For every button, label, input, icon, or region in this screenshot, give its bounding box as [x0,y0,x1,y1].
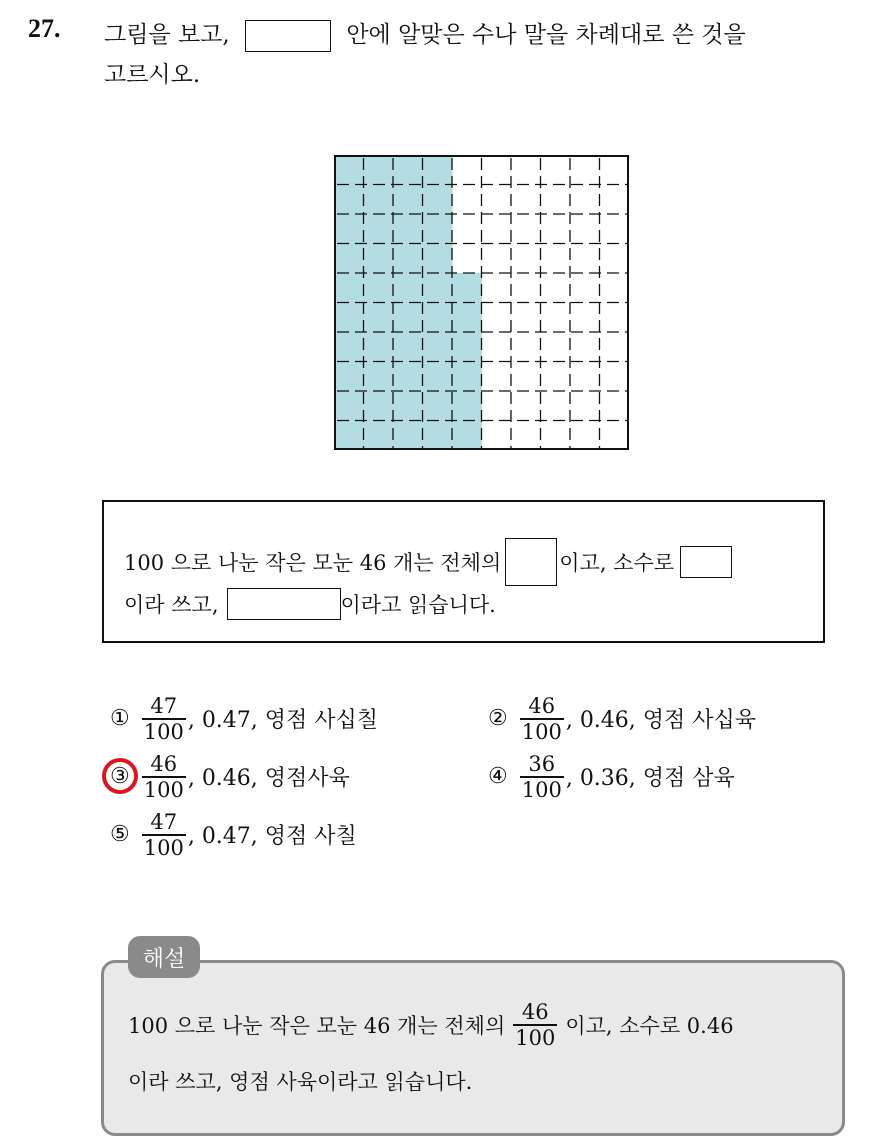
shaded-cell [393,155,423,185]
solution-text-2: 이고, 소수로 0.46 [565,1013,734,1038]
shaded-cell [393,214,423,244]
shaded-cell [452,391,482,421]
choice-text: , 0.46, 영점사육 [187,766,350,792]
shaded-cell [393,244,423,274]
fraction-denominator: 100 [143,777,184,802]
shaded-cell [364,214,394,244]
fraction-numerator: 46 [521,1000,549,1024]
question-text-before-blank: 그림을 보고, [104,22,230,48]
choice-2[interactable] [488,694,756,744]
shaded-cell [364,303,394,333]
solution-line-1 [128,1000,734,1050]
shaded-cell [423,303,453,333]
passage-text-1: 100 으로 나눈 작은 모눈 46 개는 전체의 [124,551,502,575]
choice-text: , 0.47, 영점 사십칠 [187,708,379,734]
fraction-denominator: 100 [143,719,184,744]
fraction-denominator: 100 [521,777,562,802]
choice-number: ④ [488,764,508,790]
passage-text-4: 이라고 읽습니다. [340,593,496,617]
reading-answer-blank [227,588,341,620]
shaded-cell [393,391,423,421]
shaded-cell [423,421,453,451]
shaded-cell [334,332,364,362]
hundred-grid [334,155,629,450]
choice-fraction [142,694,186,744]
shaded-cell [364,155,394,185]
solution-text-1: 100 으로 나눈 작은 모눈 46 개는 전체의 [128,1013,506,1038]
question-line-1 [104,16,746,52]
shaded-cell [393,421,423,451]
shaded-cell [452,421,482,451]
fraction-numerator: 47 [150,694,178,718]
shaded-cell [364,391,394,421]
passage-line-2 [124,588,496,620]
shaded-cell [393,185,423,215]
question-blank-box [245,20,331,52]
shaded-cell [334,303,364,333]
shaded-cell [423,391,453,421]
shaded-cell [452,303,482,333]
choice-5[interactable] [110,810,357,860]
passage-text-2: 이고, 소수로 [559,551,675,575]
shaded-cell [334,421,364,451]
choice-number-label: ③ [110,764,130,790]
fraction-denominator: 100 [515,1025,556,1050]
passage-text-3: 이라 쓰고, [124,593,219,617]
choice-fraction [142,810,186,860]
fraction-denominator: 100 [143,835,184,860]
choice-1[interactable] [110,694,378,744]
question-text-after-blank: 안에 알맞은 수나 말을 차례대로 쓴 것을 [346,22,746,48]
choice-4[interactable] [488,752,735,802]
solution-fraction [513,1000,557,1050]
shaded-cell [393,362,423,392]
shaded-cell [423,362,453,392]
shaded-cell [364,362,394,392]
fraction-denominator: 100 [521,719,562,744]
shaded-cell [334,185,364,215]
shaded-cell [452,273,482,303]
choice-3[interactable] [110,752,350,802]
choice-number: ② [488,706,508,732]
shaded-cell [423,244,453,274]
shaded-cell [393,303,423,333]
shaded-cell [364,185,394,215]
fraction-numerator: 47 [150,810,178,834]
question-number: 27. [28,14,61,43]
shaded-cell [393,332,423,362]
shaded-cell [334,391,364,421]
shaded-cell [334,214,364,244]
selected-answer-mark [102,758,138,794]
shaded-cell [452,362,482,392]
choice-text: , 0.46, 영점 사십육 [565,708,757,734]
shaded-cell [423,332,453,362]
choice-text: , 0.47, 영점 사칠 [187,824,357,850]
shaded-cell [364,273,394,303]
choice-fraction [520,752,564,802]
shaded-cell [423,155,453,185]
shaded-cell [452,332,482,362]
solution-line-2: 이라 쓰고, 영점 사육이라고 읽습니다. [128,1070,473,1094]
shaded-cell [393,273,423,303]
shaded-cell [334,244,364,274]
choice-number [110,764,130,789]
shaded-cell [334,362,364,392]
fraction-numerator: 36 [528,752,556,776]
shaded-cell [364,244,394,274]
shaded-cell [334,273,364,303]
choice-text: , 0.36, 영점 삼육 [565,766,735,792]
shaded-cell [364,332,394,362]
fill-in-passage-box [102,500,825,643]
shaded-cell [334,155,364,185]
shaded-cell [423,185,453,215]
fraction-numerator: 46 [150,752,178,776]
shaded-cell [364,421,394,451]
shaded-cell [423,214,453,244]
choice-fraction [520,694,564,744]
choice-fraction [142,752,186,802]
decimal-answer-blank [680,546,732,578]
choice-number: ⑤ [110,822,130,848]
passage-line-1 [124,538,732,586]
fraction-numerator: 46 [528,694,556,718]
question-line-2: 고르시오. [104,62,201,88]
shaded-cell [423,273,453,303]
fraction-answer-blank [505,538,557,586]
solution-tab: 해설 [128,936,200,978]
choice-number: ① [110,706,130,732]
